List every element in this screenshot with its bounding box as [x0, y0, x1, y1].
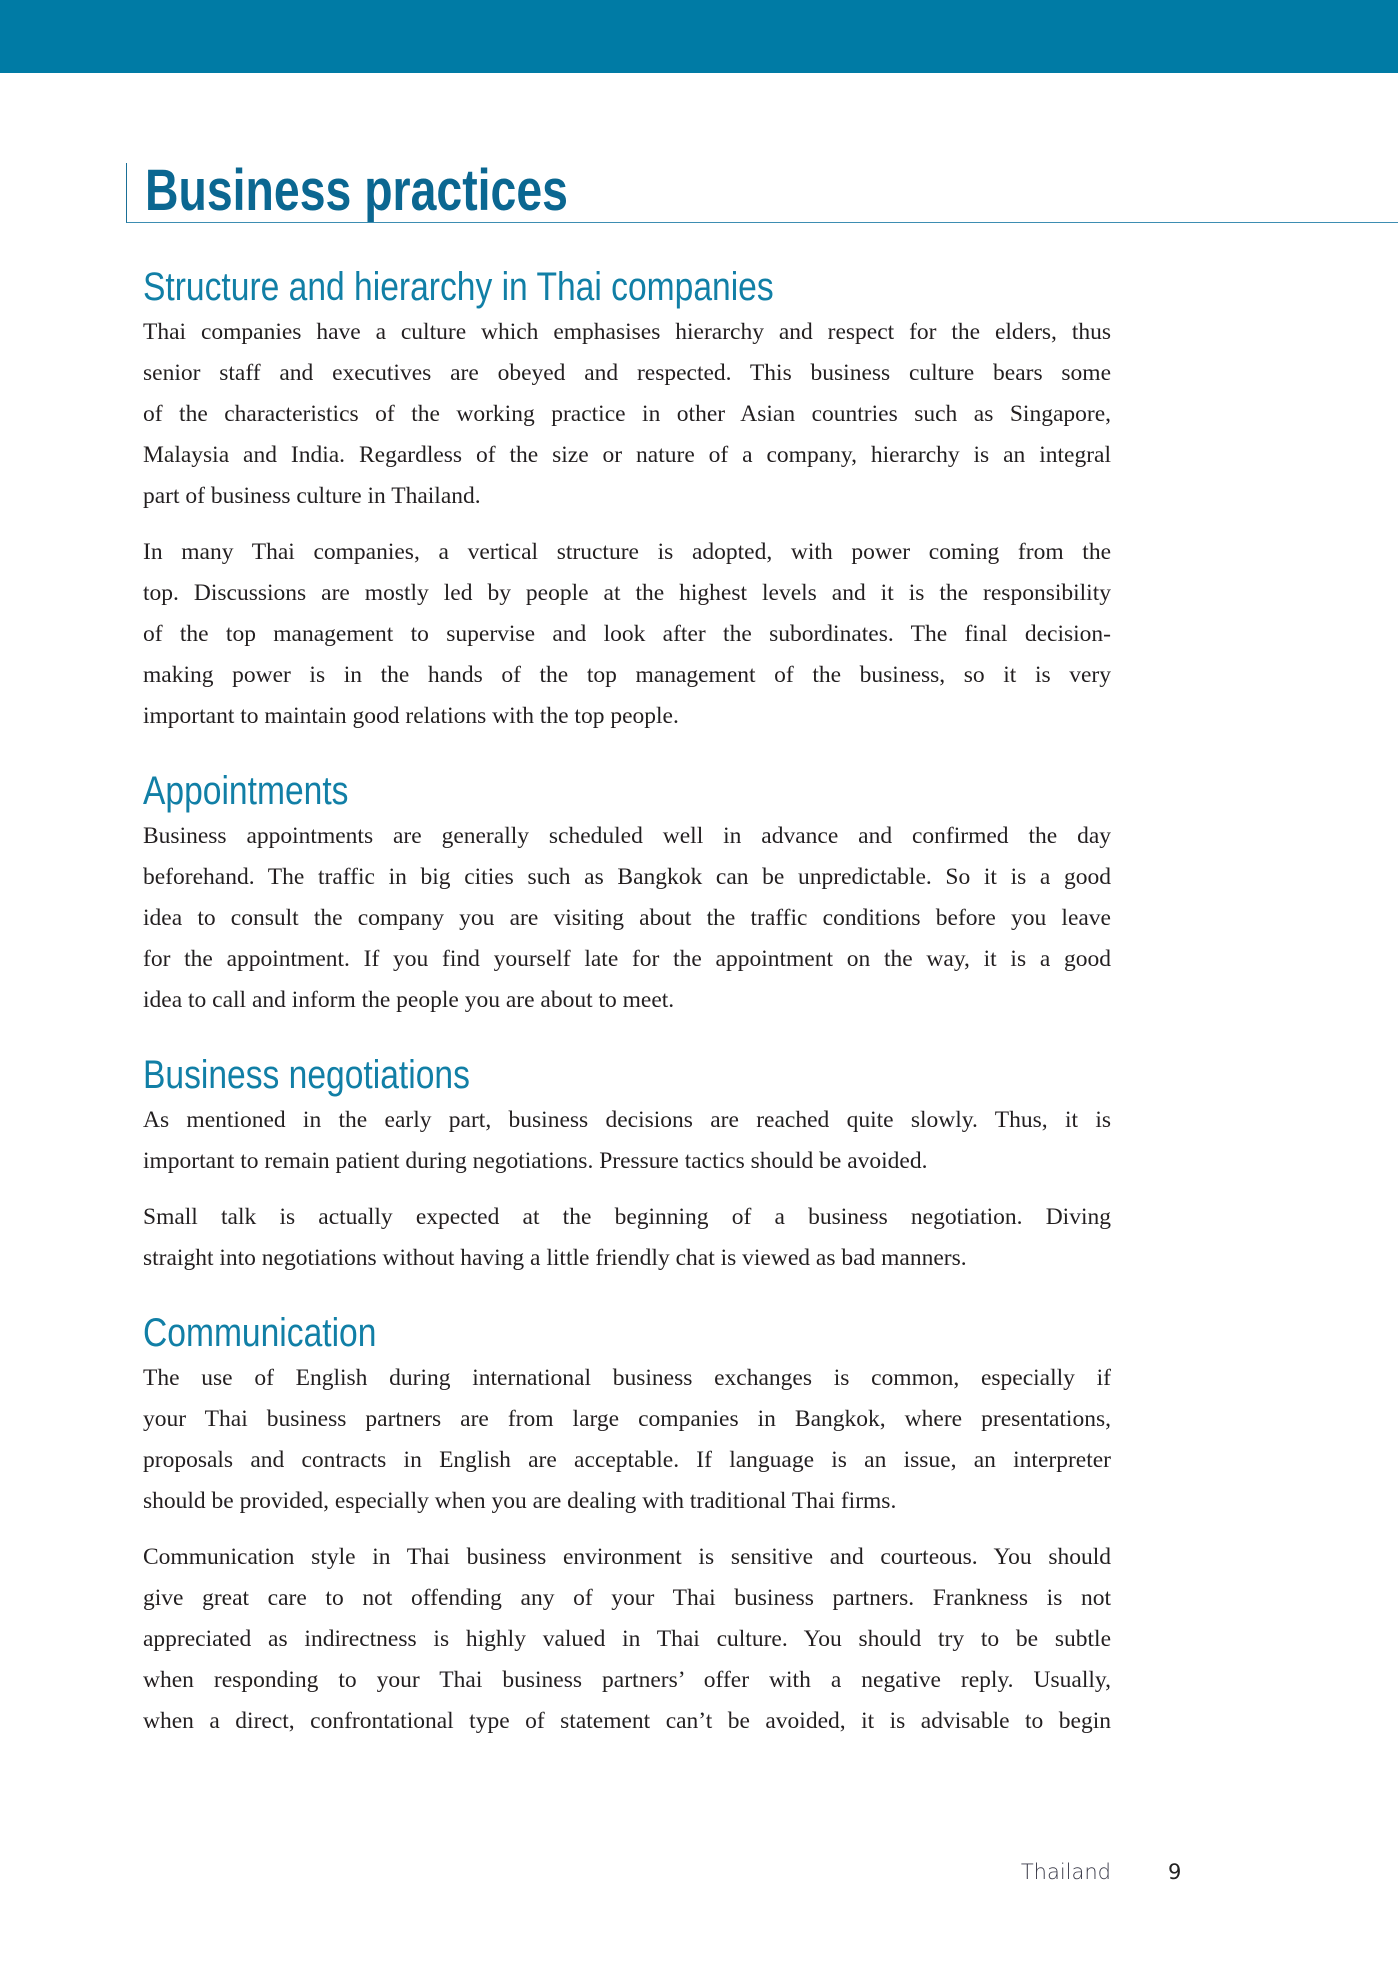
text-line: part of business culture in Thailand. [143, 483, 481, 509]
text-line: important to remain patient during negotiations. Pressure tactics should be avoided. [143, 1148, 928, 1174]
text-line: Communication style in Thai business environment is sensitive and courteous. You should [143, 1544, 1111, 1570]
text-line: should be provided, especially when you are dealing with traditional Thai firms. [143, 1488, 897, 1514]
section-heading: Structure and hierarchy in Thai companies [143, 265, 774, 309]
text-line: In many Thai companies, a vertical structure is adopted, with power coming from the [143, 539, 1111, 565]
section [143, 1050, 1111, 1279]
text-line: for the appointment. If you find yourself late for the appointment on the way, it is a good [143, 946, 1111, 972]
text-line: Small talk is actually expected at the beginning of a business negotiation. Diving [143, 1204, 1111, 1230]
text-line: proposals and contracts in English are acceptable. If language is an issue, an interpreter [143, 1447, 1111, 1473]
section [143, 1308, 1111, 1742]
paragraph [143, 1358, 1111, 1522]
text-line: give great care to not offending any of your Thai business partners. Frankness is not [143, 1585, 1111, 1611]
title-frame [126, 158, 1398, 223]
paragraph [143, 1100, 1111, 1182]
section-heading: Appointments [143, 769, 349, 813]
text-line: beforehand. The traffic in big cities such as Bangkok can be unpredictable. So it is a good [143, 864, 1111, 890]
section [143, 766, 1111, 1021]
paragraph [143, 312, 1111, 517]
text-line: senior staff and executives are obeyed and respected. This business culture bears some [143, 360, 1111, 386]
page-title: Business practices [145, 158, 568, 223]
paragraph [143, 816, 1111, 1021]
article-body [143, 262, 1111, 1771]
paragraph [143, 532, 1111, 737]
text-line: appreciated as indirectness is highly valued in Thai culture. You should try to be subtle [143, 1626, 1111, 1652]
section-heading: Communication [143, 1311, 377, 1355]
text-line: your Thai business partners are from large companies in Bangkok, where presentations, [143, 1406, 1111, 1432]
section [143, 262, 1111, 737]
paragraph [143, 1197, 1111, 1279]
header-bar [0, 0, 1398, 73]
text-line: As mentioned in the early part, business decisions are reached quite slowly. Thus, it is [143, 1107, 1111, 1133]
text-line: when a direct, confrontational type of statement can’t be avoided, it is advisable to begin [143, 1708, 1111, 1734]
text-line: when responding to your Thai business partners’ offer with a negative reply. Usually, [143, 1667, 1111, 1693]
text-line: Business appointments are generally scheduled well in advance and confirmed the day [143, 823, 1111, 849]
page-number: 9 [1168, 1860, 1182, 1884]
footer-country: Thailand [1020, 1860, 1111, 1884]
text-line: Thai companies have a culture which emphasises hierarchy and respect for the elders, thus [143, 319, 1111, 345]
text-line: of the characteristics of the working practice in other Asian countries such as Singapore, [143, 401, 1111, 427]
text-line: Malaysia and India. Regardless of the size or nature of a company, hierarchy is an integral [143, 442, 1111, 468]
text-line: idea to consult the company you are visiting about the traffic conditions before you leave [143, 905, 1111, 931]
text-line: straight into negotiations without having a little friendly chat is viewed as bad manners. [143, 1245, 967, 1271]
text-line: top. Discussions are mostly led by people at the highest levels and it is the responsibility [143, 580, 1111, 606]
text-line: idea to call and inform the people you are about to meet. [143, 987, 675, 1013]
text-line: making power is in the hands of the top management of the business, so it is very [143, 662, 1111, 688]
text-line: The use of English during international business exchanges is common, especially if [143, 1365, 1111, 1391]
section-heading: Business negotiations [143, 1053, 470, 1097]
text-line: important to maintain good relations with the top people. [143, 703, 679, 729]
paragraph [143, 1537, 1111, 1742]
text-line: of the top management to supervise and look after the subordinates. The final decision- [143, 621, 1111, 647]
